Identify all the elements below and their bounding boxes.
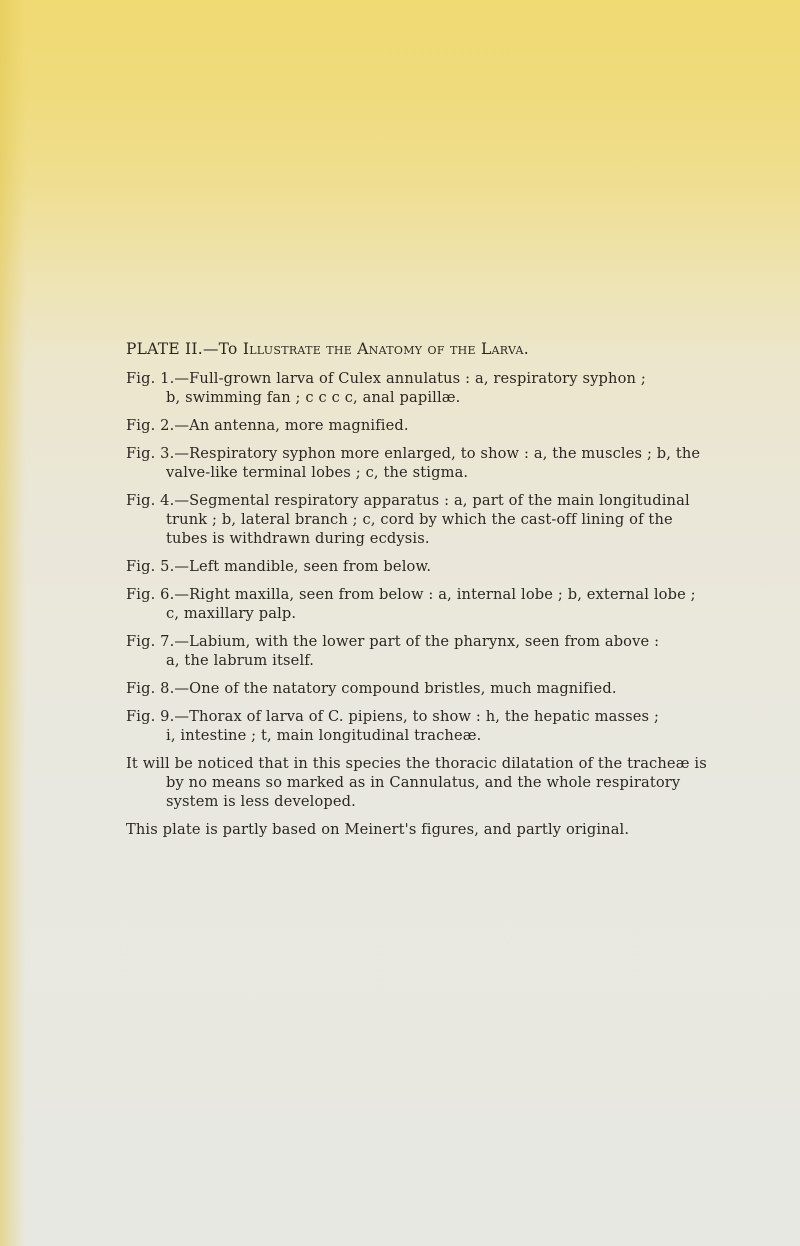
species-note <box>126 754 766 811</box>
plate-title <box>126 340 766 359</box>
figure-caption-2 <box>126 416 766 435</box>
plate-title-prefix: PLATE II.—To <box>126 340 243 358</box>
note-line: This plate is partly based on Meinert's figures, and partly original. <box>126 821 630 838</box>
caption-line: Fig. 7.—Labium, with the lower part of the pharynx, seen from above : <box>126 633 660 650</box>
note-line: system is less developed. <box>166 793 356 810</box>
page-edge-shading <box>0 0 26 1246</box>
plate-title-rest: Illustrate the Anatomy of the Larva. <box>242 340 529 358</box>
caption-line: Fig. 4.—Segmental respiratory apparatus : a, part of the main longitudinal <box>126 492 690 509</box>
caption-line: Fig. 9.—Thorax of larva of C. pipiens, to show : h, the hepatic masses ; <box>126 708 660 725</box>
caption-line: i, intestine ; t, main longitudinal tracheæ. <box>166 727 482 744</box>
figure-caption-6 <box>126 585 766 623</box>
caption-line: Fig. 5.—Left mandible, seen from below. <box>126 558 432 575</box>
figure-caption-5 <box>126 557 766 576</box>
caption-line: Fig. 2.—An antenna, more magnified. <box>126 417 409 434</box>
figure-caption-9 <box>126 707 766 745</box>
caption-line: valve-like terminal lobes ; c, the stigma. <box>166 464 469 481</box>
caption-line: Fig. 3.—Respiratory syphon more enlarged, to show : a, the muscles ; b, the <box>126 445 701 462</box>
note-line: It will be noticed that in this species the thoracic dilatation of the tracheæ is <box>126 755 707 772</box>
figure-caption-3 <box>126 444 766 482</box>
caption-line: Fig. 8.—One of the natatory compound bristles, much magnified. <box>126 680 617 697</box>
caption-line: Fig. 1.—Full-grown larva of Culex annulatus : a, respiratory syphon ; <box>126 370 646 387</box>
caption-line: c, maxillary palp. <box>166 605 297 622</box>
caption-line: trunk ; b, lateral branch ; c, cord by which the cast-off lining of the <box>166 511 673 528</box>
caption-line: tubes is withdrawn during ecdysis. <box>166 530 430 547</box>
plate-caption-block <box>126 340 766 848</box>
source-note <box>126 820 766 839</box>
figure-caption-1 <box>126 369 766 407</box>
figure-caption-7 <box>126 632 766 670</box>
caption-line: b, swimming fan ; c c c c, anal papillæ. <box>166 389 461 406</box>
note-line: by no means so marked as in Cannulatus, and the whole respiratory <box>166 774 681 791</box>
caption-line: a, the labrum itself. <box>166 652 315 669</box>
caption-line: Fig. 6.—Right maxilla, seen from below : a, internal lobe ; b, external lobe ; <box>126 586 696 603</box>
figure-caption-8 <box>126 679 766 698</box>
figure-caption-4 <box>126 491 766 548</box>
